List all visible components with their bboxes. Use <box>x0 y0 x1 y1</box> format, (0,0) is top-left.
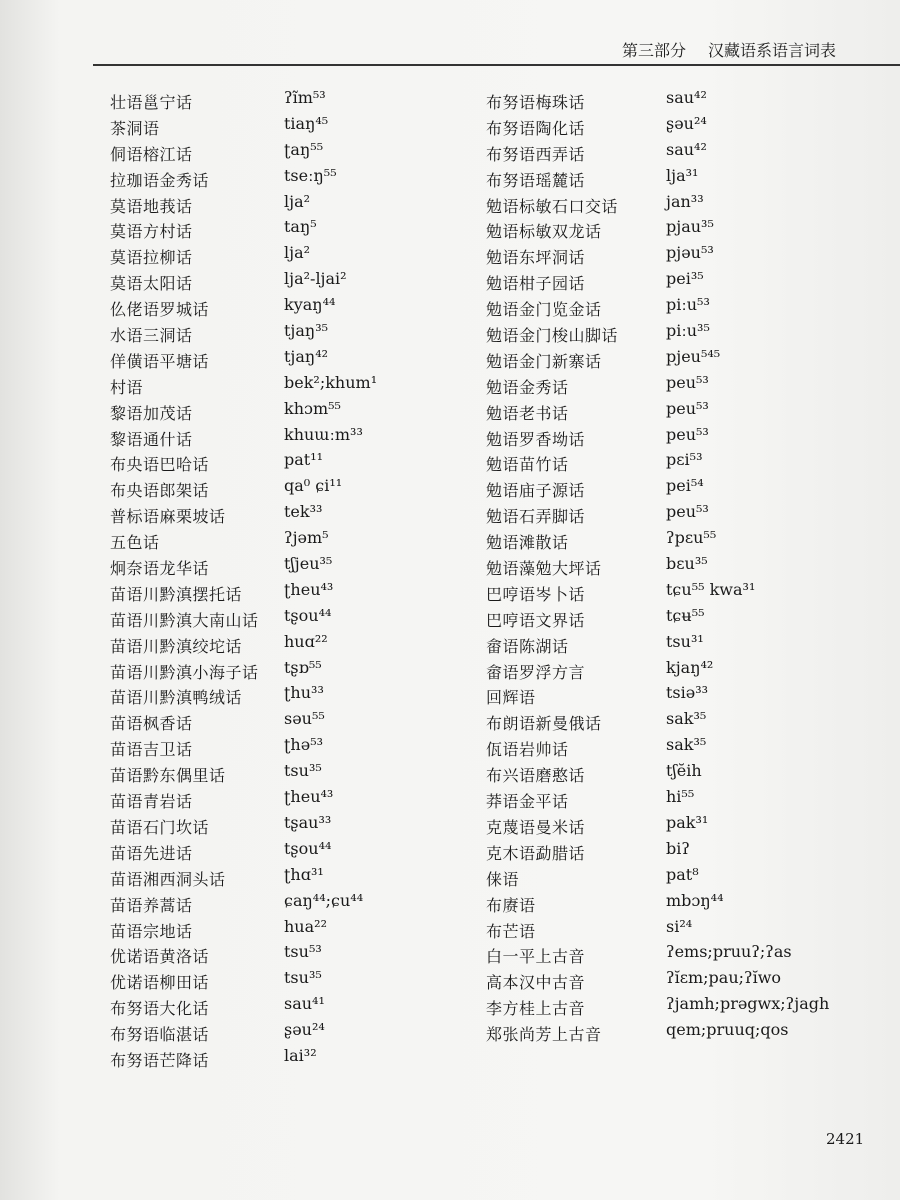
dialect-name: 佤语岩帅话 <box>486 740 569 760</box>
dialect-name: 苗语枫香话 <box>110 714 193 734</box>
word-form: lja²-ljai² <box>284 269 347 289</box>
word-form: piːu³⁵ <box>666 321 710 341</box>
dialect-name: 苗语川黔滇绞坨话 <box>110 636 243 656</box>
word-form: ʈaŋ⁵⁵ <box>284 139 324 159</box>
dialect-name: 苗语石门坎话 <box>110 817 210 837</box>
dialect-name: 俫语 <box>486 869 520 889</box>
entry-row <box>486 397 886 423</box>
dialect-name: 勉语藻勉大坪话 <box>486 559 602 579</box>
word-form: ʔjamh;prəgwx;ʔjagh <box>666 994 830 1014</box>
entry-row <box>486 940 886 966</box>
entry-row <box>486 889 886 915</box>
word-form: ɕaŋ⁴⁴;ɕu⁴⁴ <box>284 890 364 910</box>
entry-row <box>110 940 450 966</box>
word-form: qem;pruuq;qos <box>666 1020 789 1040</box>
dialect-name: 布努语芒降话 <box>110 1050 210 1070</box>
dialect-name: 苗语先进话 <box>110 843 193 863</box>
entry-row <box>486 863 886 889</box>
word-form: tjaŋ³⁵ <box>284 321 329 341</box>
page-number: 2421 <box>826 1130 865 1148</box>
dialect-name: 勉语石弄脚话 <box>486 507 586 527</box>
dialect-name: 勉语滩散话 <box>486 533 569 553</box>
dialect-name: 畲语罗浮方言 <box>486 662 586 682</box>
dialect-name: 勉语标敏石口交话 <box>486 196 619 216</box>
word-form: ʈhu³³ <box>284 683 324 703</box>
header-title: 汉藏语系语言词表 <box>708 41 837 60</box>
entry-row <box>486 785 886 811</box>
entry-row <box>110 1044 450 1070</box>
dialect-name: 优诺语柳田话 <box>110 973 210 993</box>
entry-row <box>110 811 450 837</box>
entry-row <box>486 1018 886 1044</box>
entry-row <box>486 138 886 164</box>
entry-row <box>486 656 886 682</box>
dialect-name: 佯僙语平塘话 <box>110 351 210 371</box>
word-form: piːu⁵³ <box>666 295 710 315</box>
entry-row <box>110 656 450 682</box>
entry-row <box>486 112 886 138</box>
entry-row <box>486 733 886 759</box>
right-column <box>486 86 886 1044</box>
entry-row <box>110 448 450 474</box>
dialect-name: 高本汉中古音 <box>486 973 586 993</box>
dialect-name: 莫语太阳话 <box>110 274 193 294</box>
word-form: kjaŋ⁴² <box>666 657 714 677</box>
word-form: ʈhɑ³¹ <box>284 864 324 884</box>
entry-row <box>486 552 886 578</box>
entry-row <box>486 241 886 267</box>
word-form: ʂəu²⁴ <box>666 113 707 133</box>
word-form: peu⁵³ <box>666 398 709 418</box>
entry-row <box>110 526 450 552</box>
dialect-name: 回辉语 <box>486 688 536 708</box>
dialect-name: 勉语庙子源话 <box>486 481 586 501</box>
dialect-name: 勉语老书话 <box>486 403 569 423</box>
dialect-name: 布努语陶化话 <box>486 118 586 138</box>
dialect-name: 普标语麻栗坡话 <box>110 507 226 527</box>
entry-row <box>110 215 450 241</box>
word-form: ʔjəm⁵ <box>284 528 329 548</box>
word-form: tʂɒ⁵⁵ <box>284 657 322 677</box>
word-form: biʔ <box>666 838 690 858</box>
word-form: tʂou⁴⁴ <box>284 605 332 625</box>
entry-row <box>486 966 886 992</box>
dialect-name: 茶洞语 <box>110 118 160 138</box>
entry-row <box>486 992 886 1018</box>
word-form: ʈheu⁴³ <box>284 579 334 599</box>
entry-row <box>110 785 450 811</box>
word-form: pjəu⁵³ <box>666 243 714 263</box>
word-form: lja² <box>284 191 311 211</box>
dialect-name: 苗语宗地话 <box>110 921 193 941</box>
dialect-name: 克木语勐腊话 <box>486 843 586 863</box>
dialect-name: 村语 <box>110 377 144 397</box>
dialect-name: 莫语方村话 <box>110 222 193 242</box>
entry-row <box>486 707 886 733</box>
entry-row <box>110 86 450 112</box>
entry-row <box>110 474 450 500</box>
dialect-name: 畲语陈湖话 <box>486 636 569 656</box>
entry-row <box>110 190 450 216</box>
entry-row <box>486 474 886 500</box>
header-rule <box>93 64 900 66</box>
entry-row <box>110 578 450 604</box>
word-form: hi⁵⁵ <box>666 787 695 807</box>
dialect-name: 勉语柑子园话 <box>486 274 586 294</box>
word-form: tʂou⁴⁴ <box>284 838 332 858</box>
dialect-name: 五色话 <box>110 533 160 553</box>
entry-row <box>110 112 450 138</box>
dialect-name: 莽语金平话 <box>486 792 569 812</box>
entry-row <box>110 1018 450 1044</box>
entry-row <box>486 915 886 941</box>
dialect-name: 水语三洞话 <box>110 326 193 346</box>
dialect-name: 布努语临湛话 <box>110 1025 210 1045</box>
entry-row <box>110 345 450 371</box>
word-form: huɑ²² <box>284 631 328 651</box>
entry-row <box>110 889 450 915</box>
dialect-name: 李方桂上古音 <box>486 999 586 1019</box>
word-form: tʃjeu³⁵ <box>284 554 333 574</box>
dialect-name: 优诺语黄洛话 <box>110 947 210 967</box>
word-form: pei³⁵ <box>666 269 704 289</box>
word-form: tɕu⁵⁵ kwa³¹ <box>666 579 756 599</box>
word-form: tjaŋ⁴² <box>284 346 329 366</box>
dialect-name: 苗语川黔滇鸭绒话 <box>110 688 243 708</box>
word-form: mbɔŋ⁴⁴ <box>666 890 724 910</box>
dialect-name: 苗语养蒿话 <box>110 895 193 915</box>
entry-row <box>486 759 886 785</box>
dialect-name: 莫语地莪话 <box>110 196 193 216</box>
word-form: pat¹¹ <box>284 450 324 470</box>
word-form: ʔpɛu⁵⁵ <box>666 528 717 548</box>
entry-row <box>110 863 450 889</box>
entry-row <box>486 371 886 397</box>
dialect-name: 布央语郎架话 <box>110 481 210 501</box>
dialect-name: 巴哼语文界话 <box>486 610 586 630</box>
dialect-name: 布芒语 <box>486 921 536 941</box>
dialect-name: 布央语巴哈话 <box>110 455 210 475</box>
entry-row <box>110 397 450 423</box>
running-header <box>600 36 900 62</box>
entry-row <box>110 733 450 759</box>
word-form: peu⁵³ <box>666 372 709 392</box>
dialect-name: 侗语榕江话 <box>110 144 193 164</box>
dialect-name: 苗语吉卫话 <box>110 740 193 760</box>
entry-row <box>110 371 450 397</box>
dialect-name: 苗语湘西洞头话 <box>110 869 226 889</box>
word-form: ʔĩm⁵³ <box>284 88 326 107</box>
dialect-name: 勉语金秀话 <box>486 377 569 397</box>
entry-row <box>486 500 886 526</box>
entry-row <box>486 526 886 552</box>
word-form: peu⁵³ <box>666 502 709 522</box>
word-form: pjau³⁵ <box>666 217 714 237</box>
entry-row <box>486 86 886 112</box>
dialect-name: 苗语青岩话 <box>110 792 193 812</box>
entry-row <box>110 915 450 941</box>
word-form: sak³⁵ <box>666 709 707 729</box>
dialect-name: 壮语邕宁话 <box>110 93 193 112</box>
word-form: pat⁸ <box>666 864 699 884</box>
dialect-name: 白一平上古音 <box>486 947 586 967</box>
word-form: qa⁰ ɕi¹¹ <box>284 476 343 496</box>
entry-row <box>486 293 886 319</box>
entry-row <box>486 681 886 707</box>
dialect-name: 布努语大化话 <box>110 999 210 1019</box>
dialect-name: 勉语标敏双龙话 <box>486 222 602 242</box>
word-form: tsiə³³ <box>666 683 709 703</box>
word-form: kyaŋ⁴⁴ <box>284 295 336 315</box>
word-form: lja² <box>284 243 311 263</box>
word-form: taŋ⁵ <box>284 217 317 237</box>
entry-row <box>486 578 886 604</box>
entry-row <box>110 630 450 656</box>
word-form: lja³¹ <box>666 165 699 185</box>
word-form: pjeu⁵⁴⁵ <box>666 346 721 366</box>
word-form: səu⁵⁵ <box>284 709 325 729</box>
dialect-name: 克蔑语曼米话 <box>486 817 586 837</box>
word-form: tek³³ <box>284 502 323 522</box>
dialect-name: 勉语罗香坳话 <box>486 429 586 449</box>
dialect-name: 勉语金门览金话 <box>486 300 602 320</box>
word-form: tʂau³³ <box>284 812 332 832</box>
word-form: pak³¹ <box>666 812 709 832</box>
dialect-name: 巴哼语岑卜话 <box>486 584 586 604</box>
entry-row <box>110 500 450 526</box>
dialect-name: 莫语拉柳话 <box>110 248 193 268</box>
entry-row <box>486 267 886 293</box>
dialect-name: 布努语瑶麓话 <box>486 170 586 190</box>
word-form: tiaŋ⁴⁵ <box>284 113 329 133</box>
dialect-name: 勉语东坪洞话 <box>486 248 586 268</box>
entry-row <box>486 837 886 863</box>
entry-row <box>110 681 450 707</box>
word-form: si²⁴ <box>666 916 693 936</box>
word-form: ʈheu⁴³ <box>284 787 334 807</box>
dialect-name: 炯奈语龙华话 <box>110 559 210 579</box>
dialect-name: 布努语西弄话 <box>486 144 586 164</box>
entry-row <box>110 707 450 733</box>
word-form: tsu³⁵ <box>284 761 322 781</box>
entry-row <box>486 630 886 656</box>
dialect-name: 苗语川黔滇摆托话 <box>110 584 243 604</box>
word-form: sau⁴¹ <box>284 994 325 1014</box>
word-form: tʃĕih <box>666 761 702 781</box>
entry-row <box>110 164 450 190</box>
entry-row <box>110 552 450 578</box>
word-form: hua²² <box>284 916 327 936</box>
entry-row <box>486 190 886 216</box>
header-section: 第三部分 <box>622 41 687 60</box>
word-form: tsu³⁵ <box>284 968 322 988</box>
dialect-name: 拉珈语金秀话 <box>110 170 210 190</box>
word-form: tɕʉ⁵⁵ <box>666 605 705 625</box>
dialect-name: 勉语金门新寨话 <box>486 351 602 371</box>
entry-row <box>110 241 450 267</box>
word-form: pei⁵⁴ <box>666 476 704 496</box>
dialect-name: 郑张尚芳上古音 <box>486 1025 602 1045</box>
word-form: khuɯːm³³ <box>284 424 363 444</box>
dialect-name: 布努语梅珠话 <box>486 93 586 112</box>
dialect-name: 勉语金门梭山脚话 <box>486 326 619 346</box>
dialect-name: 苗语川黔滇大南山话 <box>110 610 259 630</box>
entry-row <box>110 423 450 449</box>
word-form: lai³² <box>284 1045 317 1065</box>
word-form: ʔĭɛm;pau;ʔĭwo <box>666 968 782 988</box>
dialect-name: 布兴语磨憨话 <box>486 766 586 786</box>
dialect-name: 仫佬语罗城话 <box>110 300 210 320</box>
entry-row <box>110 138 450 164</box>
dialect-name: 黎语加茂话 <box>110 403 193 423</box>
entry-row <box>110 319 450 345</box>
dialect-name: 苗语川黔滇小海子话 <box>110 662 259 682</box>
entry-row <box>110 267 450 293</box>
word-form: bek²;khum¹ <box>284 372 378 392</box>
word-form: jan³³ <box>666 191 704 211</box>
entry-row <box>486 319 886 345</box>
entry-row <box>110 604 450 630</box>
word-form: ʂəu²⁴ <box>284 1020 325 1040</box>
dialect-name: 勉语苗竹话 <box>486 455 569 475</box>
word-form: sau⁴² <box>666 88 707 107</box>
word-form: bɛu³⁵ <box>666 554 708 574</box>
word-form: pɛi⁵³ <box>666 450 703 470</box>
word-form: sau⁴² <box>666 139 707 159</box>
word-form: khɔm⁵⁵ <box>284 398 341 418</box>
entry-row <box>110 759 450 785</box>
entry-row <box>110 293 450 319</box>
word-form: ʈhə⁵³ <box>284 735 324 755</box>
word-form: sak³⁵ <box>666 735 707 755</box>
entry-row <box>486 604 886 630</box>
entry-row <box>486 811 886 837</box>
entry-row <box>486 345 886 371</box>
left-column <box>110 86 450 1070</box>
dialect-name: 黎语通什话 <box>110 429 193 449</box>
dialect-name: 布朗语新曼俄话 <box>486 714 602 734</box>
entry-row <box>110 966 450 992</box>
word-form: tseːŋ⁵⁵ <box>284 165 337 185</box>
entry-row <box>486 448 886 474</box>
dialect-name: 布赓语 <box>486 895 536 915</box>
entry-row <box>110 837 450 863</box>
entry-row <box>486 215 886 241</box>
word-form: peu⁵³ <box>666 424 709 444</box>
word-form: ʔems;pruuʔ;ʔas <box>666 942 792 962</box>
entry-row <box>486 164 886 190</box>
dialect-name: 苗语黔东偶里话 <box>110 766 226 786</box>
word-form: tsu³¹ <box>666 631 704 651</box>
entry-row <box>110 992 450 1018</box>
entry-row <box>486 423 886 449</box>
word-form: tsu⁵³ <box>284 942 322 962</box>
